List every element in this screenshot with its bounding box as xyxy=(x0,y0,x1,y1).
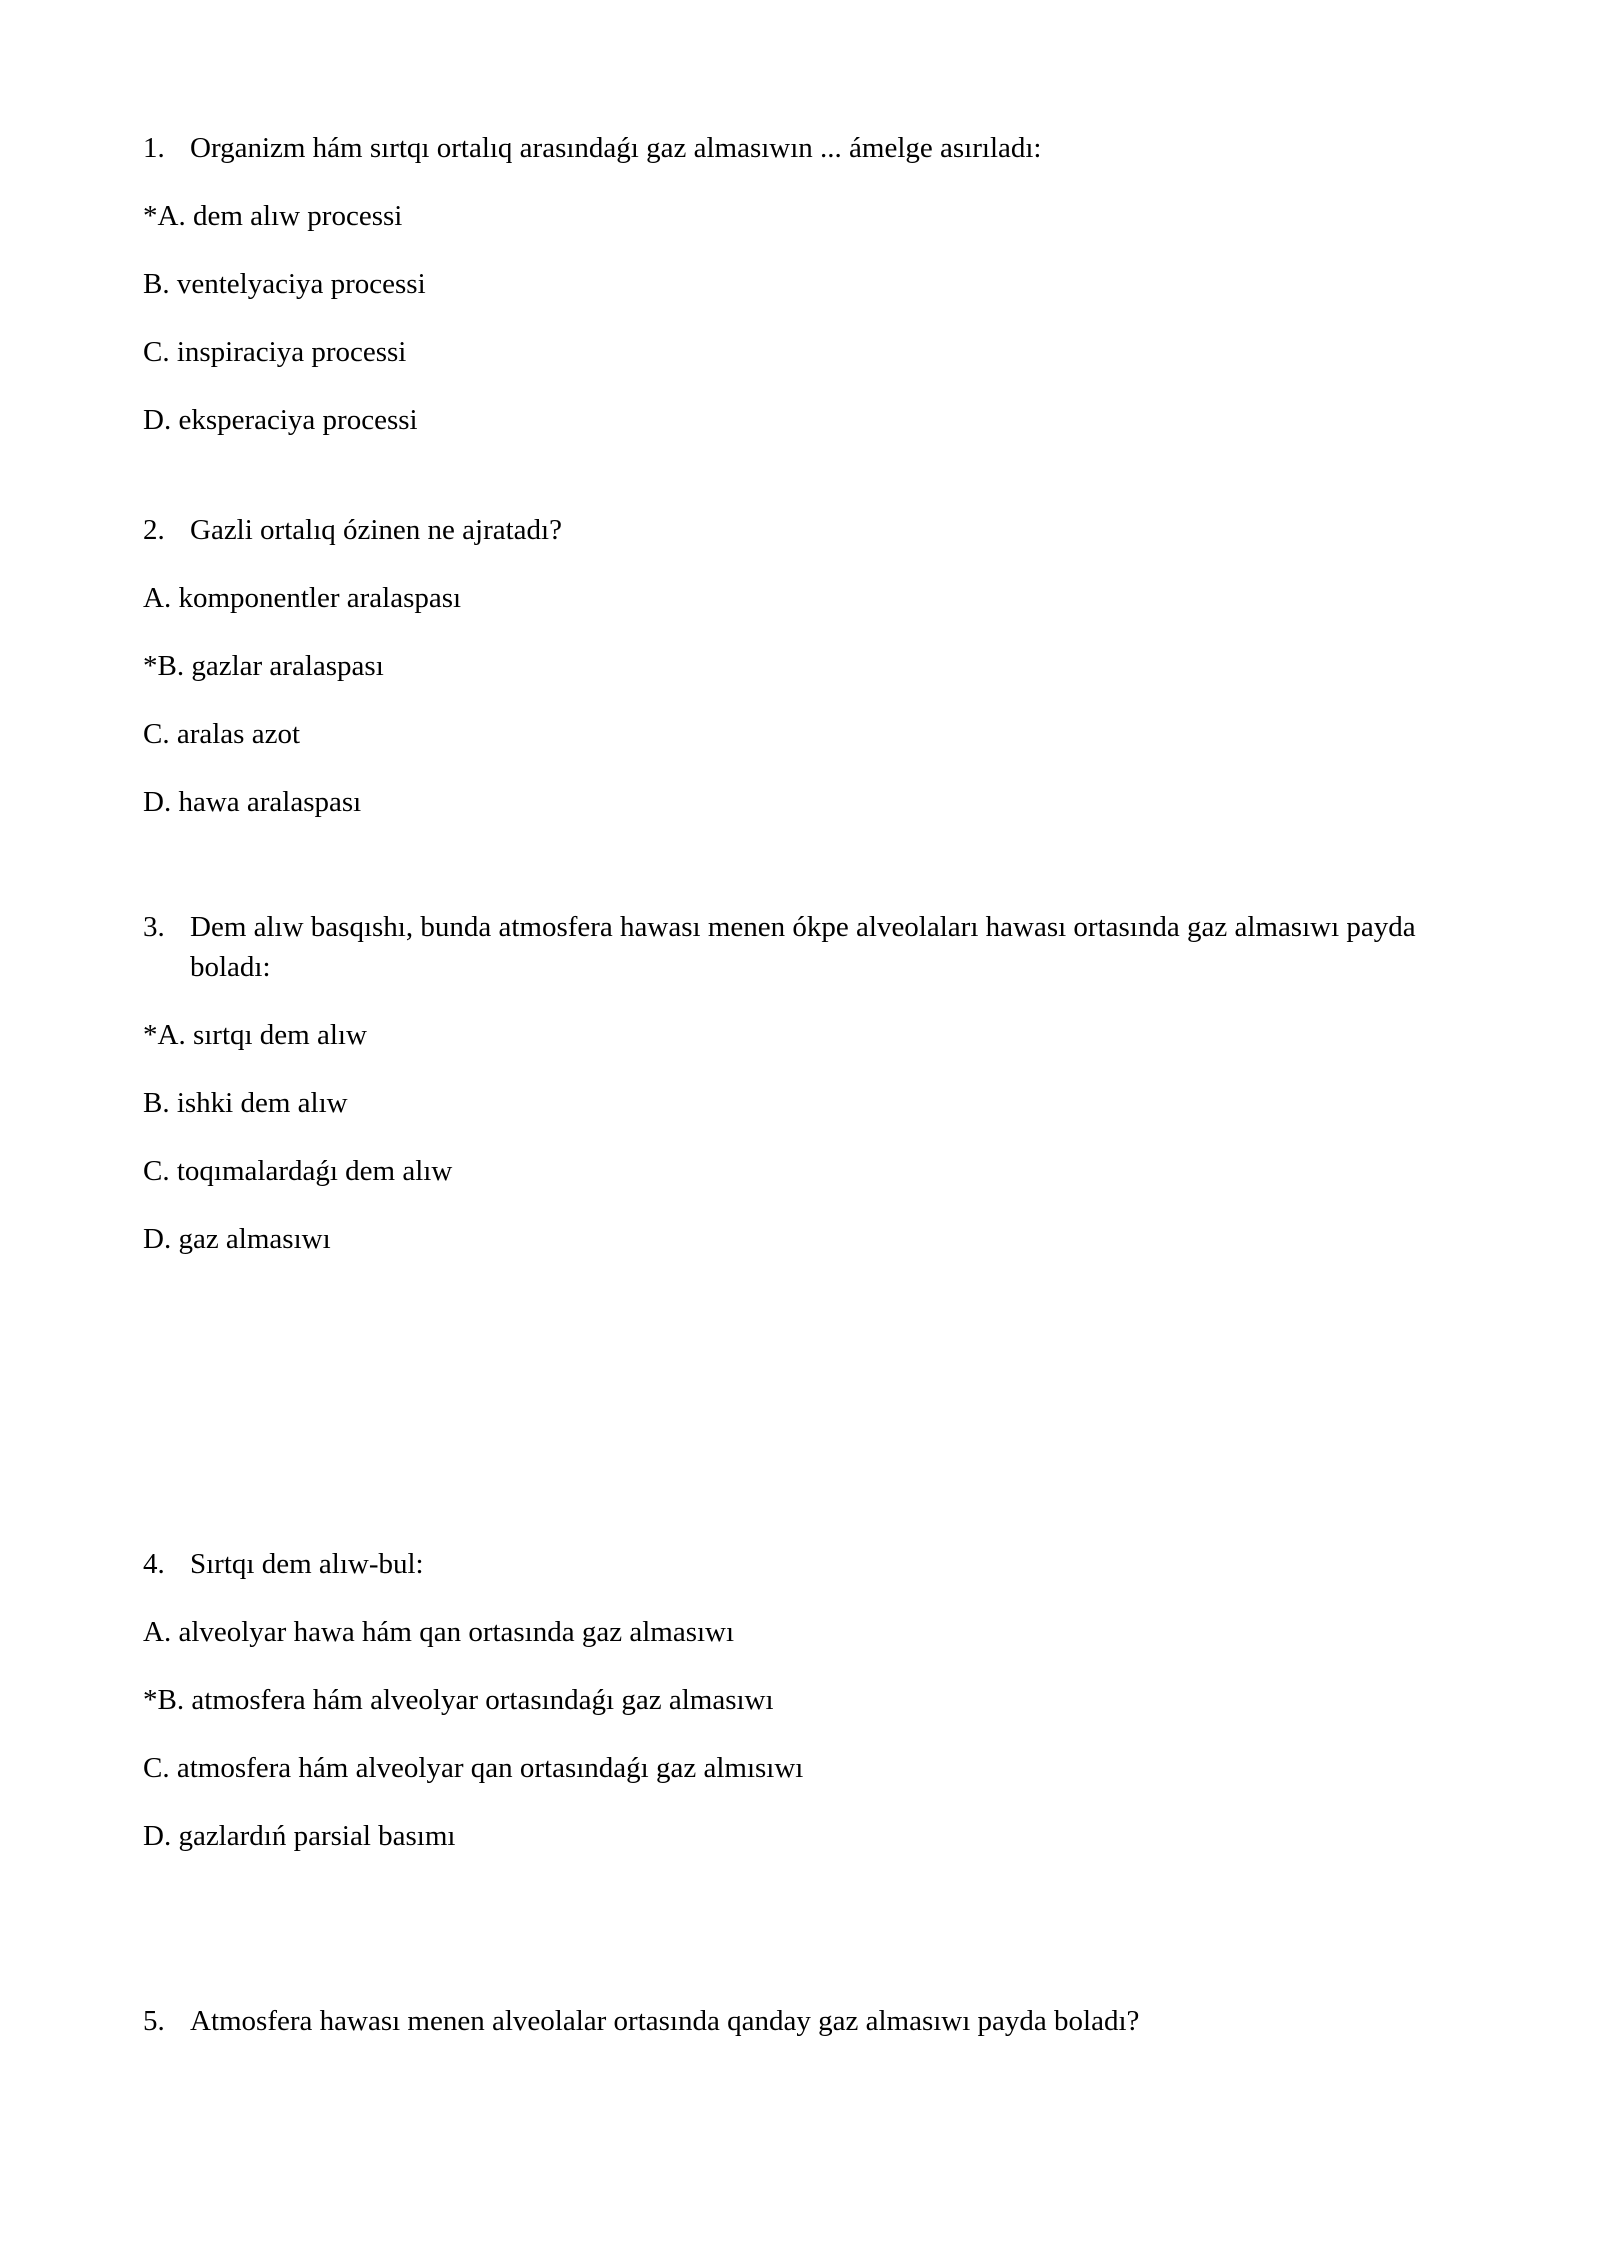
question-3 xyxy=(143,907,1470,1259)
option-line: C. atmosfera hám alveolyar qan ortasındaǵı gaz almısıwı xyxy=(143,1752,804,1784)
question-line xyxy=(143,1544,1470,1584)
option-line: D. gaz almasıwı xyxy=(143,1223,331,1255)
question-line xyxy=(143,907,1470,987)
option-line: *B. atmosfera hám alveolyar ortasındaǵı gaz almasıwı xyxy=(143,1684,774,1716)
option-line: A. alveolyar hawa hám qan ortasında gaz almasıwı xyxy=(143,1616,735,1648)
question-text: Sırtqı dem alıw-bul: xyxy=(190,1548,424,1580)
option-line: C. inspiraciya processi xyxy=(143,336,407,368)
question-4 xyxy=(143,1544,1470,1856)
option-line: D. eksperaciya processi xyxy=(143,404,418,436)
question-number: 3. xyxy=(143,911,165,943)
question-number: 1. xyxy=(143,132,165,164)
question-text: Dem alıw basqıshı, bunda atmosfera hawası menen ókpe alveolaları hawası ortasında gaz almasıwı payda boladı: xyxy=(190,911,1416,983)
option-line: A. komponentler aralaspası xyxy=(143,582,462,614)
option-line: C. aralas azot xyxy=(143,718,301,750)
question-5 xyxy=(143,2001,1470,2041)
question-text: Atmosfera hawası menen alveolalar ortasında qanday gaz almasıwı payda boladı? xyxy=(190,2005,1140,2037)
question-number: 4. xyxy=(143,1548,165,1580)
question-line xyxy=(143,2001,1470,2041)
option-line: B. ishki dem alıw xyxy=(143,1087,348,1119)
question-2 xyxy=(143,510,1470,822)
question-number: 2. xyxy=(143,514,165,546)
question-number: 5. xyxy=(143,2005,165,2037)
question-line xyxy=(143,128,1470,168)
question-1 xyxy=(143,128,1470,440)
question-text: Organizm hám sırtqı ortalıq arasındaǵı gaz almasıwın ... ámelge asırıladı: xyxy=(190,132,1042,164)
option-line: *A. dem alıw processi xyxy=(143,200,403,232)
question-text: Gazli ortalıq ózinen ne ajratadı? xyxy=(190,514,562,546)
option-line: B. ventelyaciya processi xyxy=(143,268,426,300)
option-line: D. hawa aralaspası xyxy=(143,786,362,818)
question-line xyxy=(143,510,1470,550)
option-line: *A. sırtqı dem alıw xyxy=(143,1019,367,1051)
option-line: *B. gazlar aralaspası xyxy=(143,650,384,682)
option-line: C. toqımalardaǵı dem alıw xyxy=(143,1155,453,1187)
option-line: D. gazlardıń parsial basımı xyxy=(143,1820,456,1852)
